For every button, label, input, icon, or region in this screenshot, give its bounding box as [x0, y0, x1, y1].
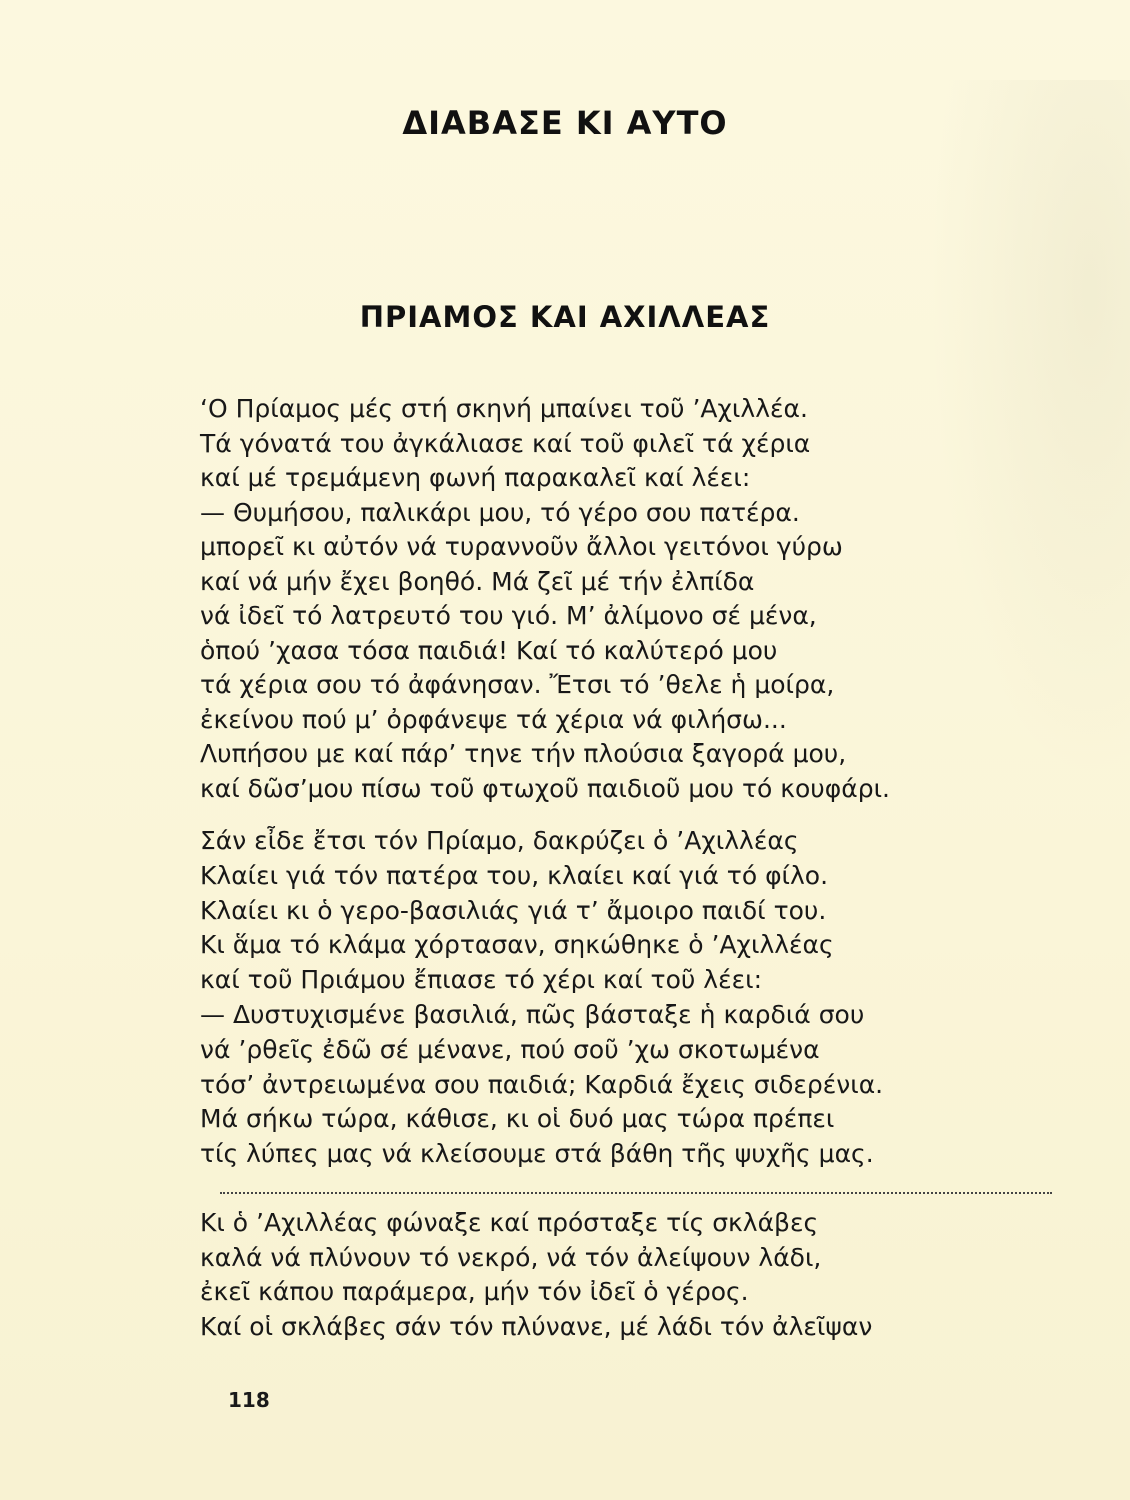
- poem-line: ‘Ο Πρίαμος μές στή σκηνή μπαίνει τοῦ ’Αχιλλέα.: [200, 394, 808, 423]
- section-title: ΔΙΑΒΑΣΕ ΚΙ ΑΥΤΟ: [402, 104, 728, 142]
- poem-line: καί δῶσ’μου πίσω τοῦ φτωχοῦ παιδιοῦ μου τό κουφάρι.: [200, 773, 890, 803]
- poem-line: νά ’ρθεῖς ἐδῶ σέ μένανε, πού σοῦ ’χω σκοτωμένα: [200, 1034, 820, 1064]
- poem-line: νά ἰδεῖ τό λατρευτό του γιό. Μ’ ἀλίμονο σέ μένα,: [200, 601, 817, 630]
- poem-line: — Θυμήσου, παλικάρι μου, τό γέρο σου πατέρα.: [200, 497, 800, 527]
- poem-line: Κλαίει γιά τόν πατέρα του, κλαίει καί γιά τό φίλο.: [200, 860, 829, 890]
- poem-line: ὁπού ’χασα τόσα παιδιά! Καί τό καλύτερό μου: [200, 635, 778, 665]
- poem-line: Λυπήσου με καί πάρ’ τηνε τήν πλούσια ξαγορά μου,: [200, 739, 847, 768]
- poem-line: ἐκεῖ κάπου παράμερα, μήν τόν ἰδεῖ ὁ γέρος.: [200, 1277, 749, 1306]
- poem-line: μπορεῖ κι αὐτόν νά τυραννοῦν ἄλλοι γειτόνοι γύρω: [200, 532, 843, 561]
- stanza-1: [200, 392, 1060, 806]
- poem-line: καλά νά πλύνουν τό νεκρό, νά τόν ἀλείψουν λάδι,: [200, 1242, 822, 1272]
- poem-line: τά χέρια σου τό ἀφάνησαν. Ἔτσι τό ’θελε ἡ μοίρα,: [200, 670, 835, 699]
- dotted-separator: [220, 1192, 1052, 1194]
- poem-title: ΠΡΙΑΜΟΣ ΚΑΙ ΑΧΙΛΛΕΑΣ: [359, 300, 771, 334]
- poem-line: τίς λύπες μας νά κλείσουμε στά βάθη τῆς ψυχῆς μας.: [200, 1139, 874, 1169]
- poem-line: Μά σήκω τώρα, κάθισε, κι οἱ δυό μας τώρα πρέπει: [200, 1104, 835, 1134]
- page-number: 118: [228, 1388, 270, 1412]
- poem-line: Τά γόνατά του ἀγκάλιασε καί τοῦ φιλεῖ τά χέρια: [200, 428, 811, 458]
- poem-line: καί τοῦ Πριάμου ἔπιασε τό χέρι καί τοῦ λέει:: [200, 965, 763, 995]
- poem-line: ἐκείνου πού μ’ ὀρφάνεψε τά χέρια νά φιλήσω...: [200, 704, 787, 734]
- poem-line: Καί οἱ σκλάβες σάν τόν πλύνανε, μέ λάδι τόν ἀλεῖψαν: [200, 1311, 873, 1341]
- poem-line: τόσ’ ἀντρειωμένα σου παιδιά; Καρδιά ἔχεις σιδερένια.: [200, 1069, 884, 1099]
- poem-line: Κι ὁ ’Αχιλλέας φώναξε καί πρόσταξε τίς σκλάβες: [200, 1208, 819, 1237]
- stanza-2: [200, 824, 1060, 1172]
- poem-line: καί νά μήν ἔχει βοηθό. Μά ζεῖ μέ τήν ἐλπίδα: [200, 566, 755, 596]
- poem-line: — Δυστυχισμένε βασιλιά, πῶς βάσταξε ἡ καρδιά σου: [200, 999, 865, 1029]
- stanza-3: [200, 1206, 1060, 1344]
- poem-line: Κι ἅμα τό κλάμα χόρτασαν, σηκώθηκε ὁ ’Αχιλλέας: [200, 930, 834, 960]
- poem-line: Σάν εἶδε ἔτσι τόν Πρίαμο, δακρύζει ὁ ’Αχιλλέας: [200, 826, 799, 855]
- poem-line: καί μέ τρεμάμενη φωνή παρακαλεῖ καί λέει:: [200, 463, 751, 492]
- poem-line: Κλαίει κι ὁ γερο-βασιλιάς γιά τ’ ἄμοιρο παιδί του.: [200, 895, 827, 925]
